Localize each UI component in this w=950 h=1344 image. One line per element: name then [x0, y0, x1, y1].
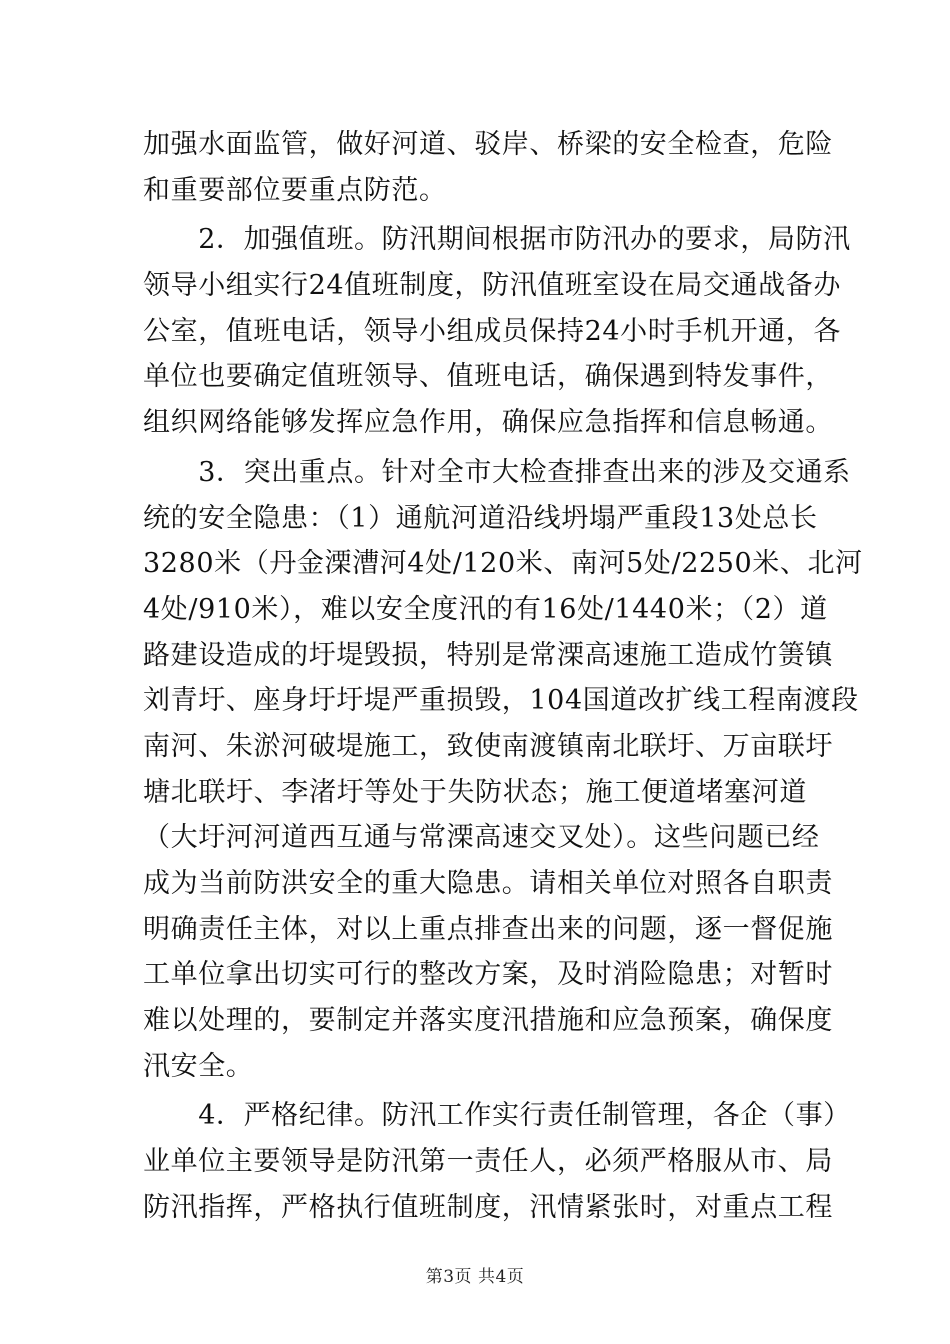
- paragraph-discipline: [143, 1093, 851, 1230]
- text-line: 2．加强值班。防汛期间根据市防汛办的要求，局防汛: [143, 224, 851, 256]
- text-line: 4．严格纪律。防汛工作实行责任制管理，各企（事）: [143, 1100, 851, 1132]
- document-body: [143, 122, 863, 1235]
- text-line: 路建设造成的圩堤毁损，特别是常溧高速施工造成竹箦镇: [143, 639, 833, 671]
- text-line: 难以处理的，要制定并落实度汛措施和应急预案，确保度: [143, 1005, 833, 1037]
- text-line: 统的安全隐患：（1）通航河道沿线坍塌严重段13处总长: [143, 502, 818, 534]
- text-line: 南河、朱淤河破堤施工，致使南渡镇南北联圩、万亩联圩: [143, 730, 833, 762]
- text-line: 4处/910米），难以安全度汛的有16处/1440米；（2）道: [143, 593, 828, 625]
- text-line: 组织网络能够发挥应急作用，确保应急指挥和信息畅通。: [143, 407, 833, 439]
- text-line: 刘青圩、座身圩圩堤严重损毁，104国道改扩线工程南渡段: [143, 685, 859, 717]
- paragraph-duty: [143, 217, 851, 445]
- text-line: 汛安全。: [143, 1050, 254, 1082]
- text-line: 塘北联圩、李渚圩等处于失防状态；施工便道堵塞河道: [143, 776, 807, 808]
- text-line: 工单位拿出切实可行的整改方案，及时消险隐患；对暂时: [143, 959, 833, 991]
- text-line: 3280米（丹金溧漕河4处/120米、南河5处/2250米、北河: [143, 548, 863, 580]
- paragraph-key-points: [143, 450, 863, 1090]
- text-line: （大圩河河道西互通与常溧高速交叉处）。这些问题已经: [143, 822, 820, 854]
- text-line: 领导小组实行24值班制度，防汛值班室设在局交通战备办: [143, 270, 841, 302]
- text-line: 和重要部位要重点防范。: [143, 174, 447, 206]
- text-line: 业单位主要领导是防汛第一责任人，必须严格服从市、局: [143, 1146, 833, 1178]
- text-line: 明确责任主体，对以上重点排查出来的问题，逐一督促施: [143, 913, 833, 945]
- page-number-footer: 第3页 共4页: [425, 1267, 525, 1287]
- text-line: 防汛指挥，严格执行值班制度，汛情紧张时，对重点工程: [143, 1191, 833, 1223]
- text-line: 公室，值班电话，领导小组成员保持24小时手机开通，各: [143, 315, 841, 347]
- text-line: 单位也要确定值班领导、值班电话，确保遇到特发事件，: [143, 361, 833, 393]
- text-line: 成为当前防洪安全的重大隐患。请相关单位对照各自职责: [143, 868, 833, 899]
- paragraph-continuation: [143, 122, 833, 213]
- text-line: 加强水面监管，做好河道、驳岸、桥梁的安全检查，危险: [143, 129, 833, 160]
- text-line: 3．突出重点。针对全市大检查排查出来的涉及交通系: [143, 456, 851, 488]
